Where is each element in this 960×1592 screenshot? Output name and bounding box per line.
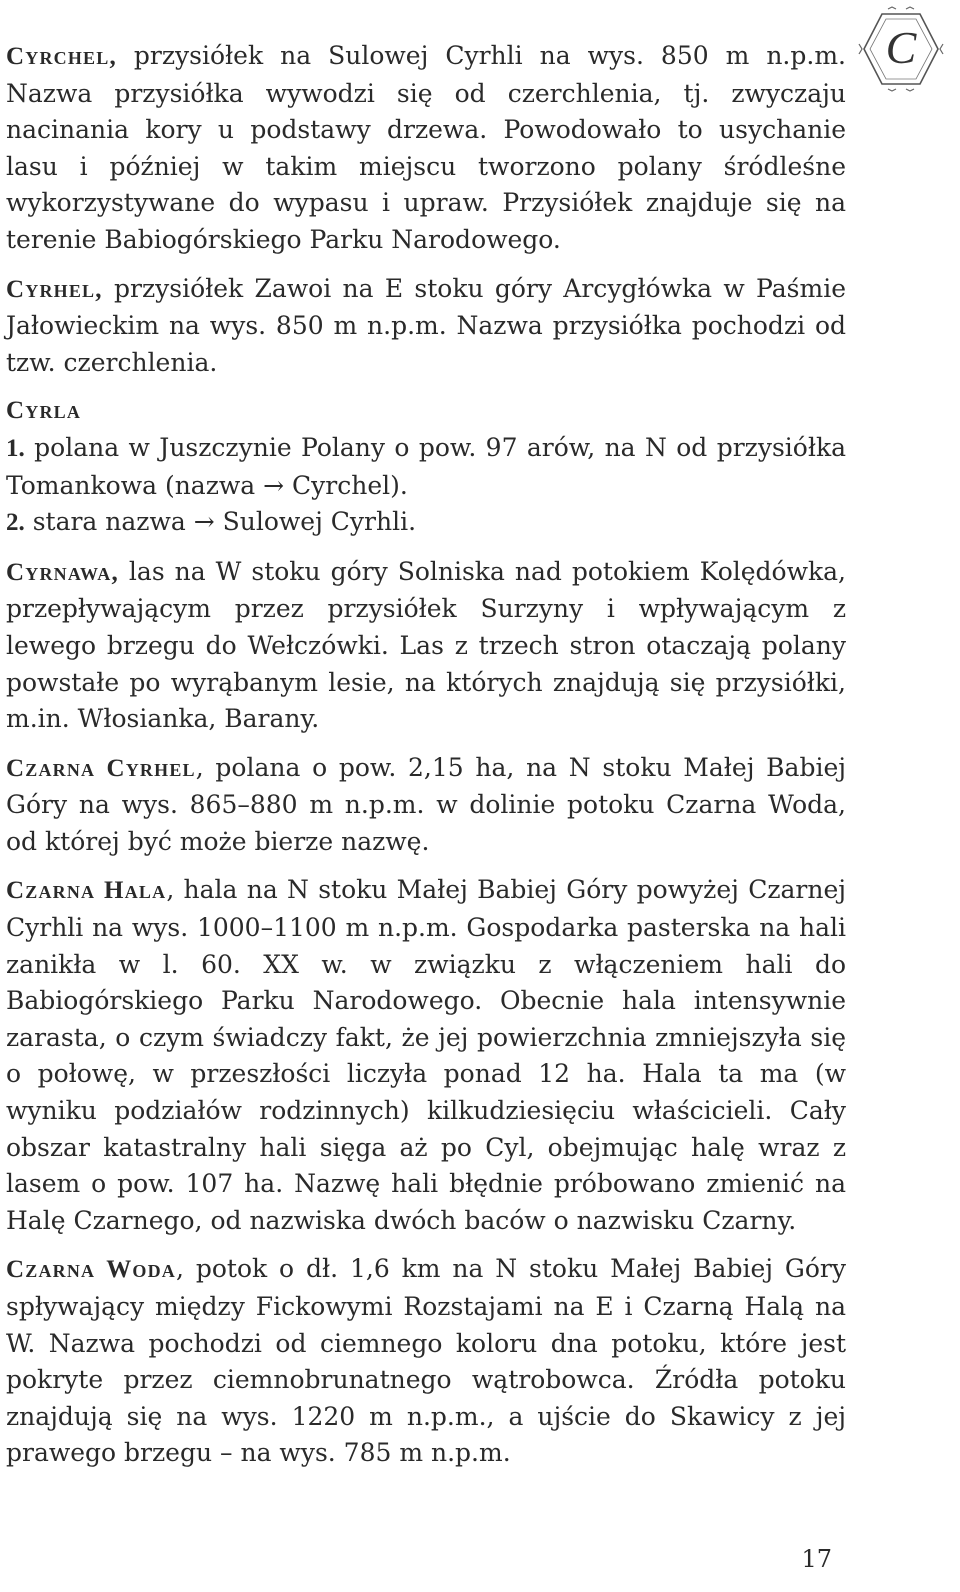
sense-2 — [6, 504, 846, 542]
entry-cyrchel — [6, 38, 846, 259]
headword: Cyrnawa, — [6, 558, 119, 586]
headword: Cyrhel, — [6, 275, 103, 303]
sense-1 — [6, 430, 846, 504]
entry-czarna-cyrhel — [6, 750, 846, 861]
sense-number: 2. — [6, 509, 25, 537]
headword: Czarna Cyrhel — [6, 754, 196, 782]
entry-text: , potok o dł. 1,6 km na N stoku Małej Babiej Góry spływający między Fickowymi Rozstajami na E i Czarną Halą na W. Nazwa pochodzi od ciemnego koloru dna potoku, które jest pokryte przez ciemnobrunatnego wątrobowca. Źródła potoku znajdują się na wys. 1220 m n.p.m., a ujście do Skawicy z jej prawego brzegu – na wys. 785 m n.p.m. — [6, 1254, 846, 1468]
sense-text: stara nazwa → Sulowej Cyrhli. — [24, 507, 417, 537]
page-number: 17 — [801, 1545, 832, 1573]
sense-text: polana w Juszczynie Polany o pow. 97 arów, na N od przysiółka Tomankowa (nazwa → Cyrchel). — [6, 432, 846, 500]
headword: Cyrchel, — [6, 43, 117, 70]
entry-czarna-woda — [6, 1251, 846, 1472]
entry-cyrla — [6, 393, 846, 541]
entry-text: przysiółek Zawoi na E stoku góry Arcygłówka w Paśmie Jałowieckim na wys. 850 m n.p.m. Nazwa przysiółka pochodzi od tzw. czerchlenia. — [6, 273, 846, 377]
headword: Cyrla — [6, 397, 82, 425]
section-letter-badge — [858, 6, 944, 92]
entry-text: , polana o pow. 2,15 ha, na N stoku Małej Babiej Góry na wys. 865–880 m n.p.m. w dolinie potoku Czarna Woda, od której być może bierze nazwę. — [6, 752, 846, 856]
section-letter: C — [885, 22, 917, 73]
entry-czarna-hala — [6, 872, 846, 1239]
headword: Czarna Hala — [6, 877, 167, 905]
entry-text: , hala na N stoku Małej Babiej Góry powyżej Czarnej Cyrhli na wys. 1000–1100 m n.p.m. Gospodarka pasterska na hali zanikła w l. 60. XX w. w związku z włączeniem hali do Babiogórskiego Parku Narodowego. Obecnie hala intensywnie zarasta, o czym świadczy fakt, że jej powierzchnia zmniejszyła się o połowę, w przeszłości liczyła ponad 12 ha. Hala ta ma (w wyniku podziałów rodzinnych) kilkudziesięciu właścicieli. Cały obszar katastralny hali sięga aż po Cyl, obejmując halę wraz z lasem o pow. 107 ha. Nazwę hali błędnie próbowano zmienić na Halę Czarnego, od nazwiska dwóch baców o nazwisku Czarny. — [6, 875, 846, 1235]
sense-number: 1. — [6, 434, 25, 462]
headword: Czarna Woda — [6, 1256, 177, 1284]
entry-cyrhel — [6, 271, 846, 382]
dictionary-page — [6, 38, 846, 1484]
entry-text: przysiółek na Sulowej Cyrhli na wys. 850 m n.p.m. Nazwa przysiółka wywodzi się od czerchlenia, tj. zwyczaju nacinania kory u podstawy drzewa. Powodowało to usychanie lasu i później w takim miejscu tworzono polany śródleśne wykorzystywane do wypasu i upraw. Przysiółek znajduje się na terenie Babiogórskiego Parku Narodowego. — [6, 41, 846, 254]
entry-cyrnawa — [6, 554, 846, 738]
entry-text: las na W stoku góry Solniska nad potokiem Kolędówka, przepływającym przez przysiółek Surzyny i wpływającym z lewego brzegu do Wełczówki. Las z trzech stron otaczają polany powstałe po wyrąbanym lesie, na których znajdują się przysiółki, m.in. Włosianka, Barany. — [6, 556, 846, 734]
